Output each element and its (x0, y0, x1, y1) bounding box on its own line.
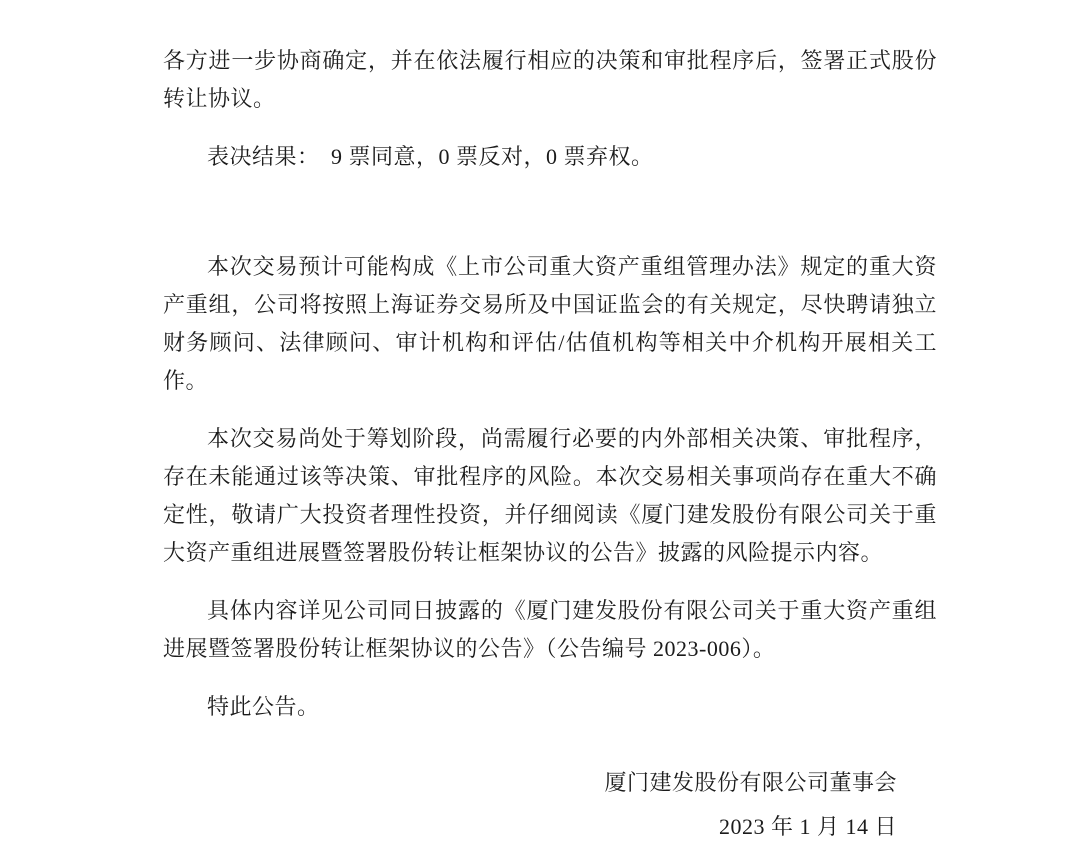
signature-line: 厦门建发股份有限公司董事会 (604, 770, 897, 795)
paragraph-agreement-continuation: 各方进一步协商确定，并在依法履行相应的决策和审批程序后，签署正式股份转让协议。 (163, 48, 937, 111)
closing-statement: 特此公告。 (207, 694, 320, 719)
signature-block (163, 764, 937, 846)
date-line: 2023 年 1 月 14 日 (718, 814, 897, 839)
vote-result-paragraph: 表决结果： 9 票同意，0 票反对，0 票弃权。 (207, 144, 654, 169)
paragraph-risk-notice: 本次交易尚处于筹划阶段，尚需履行必要的内外部相关决策、审批程序，存在未能通过该等决策、审批程序的风险。本次交易相关事项尚存在重大不确定性，敬请广大投资者理性投资，并仔细阅读《厦门建发股份有限公司关于重大资产重组进展暨签署股份转让框架协议的公告》披露的风险提示内容。 (163, 426, 937, 565)
paragraph-reference-announcement: 具体内容详见公司同日披露的《厦门建发股份有限公司关于重大资产重组进展暨签署股份转让框架协议的公告》（公告编号 2023-006）。 (163, 598, 937, 661)
paragraph-restructure-plan: 本次交易预计可能构成《上市公司重大资产重组管理办法》规定的重大资产重组，公司将按照上海证券交易所及中国证监会的有关规定，尽快聘请独立财务顾问、法律顾问、审计机构和评估/估值机构等相关中介机构开展相关工作。 (163, 254, 937, 393)
